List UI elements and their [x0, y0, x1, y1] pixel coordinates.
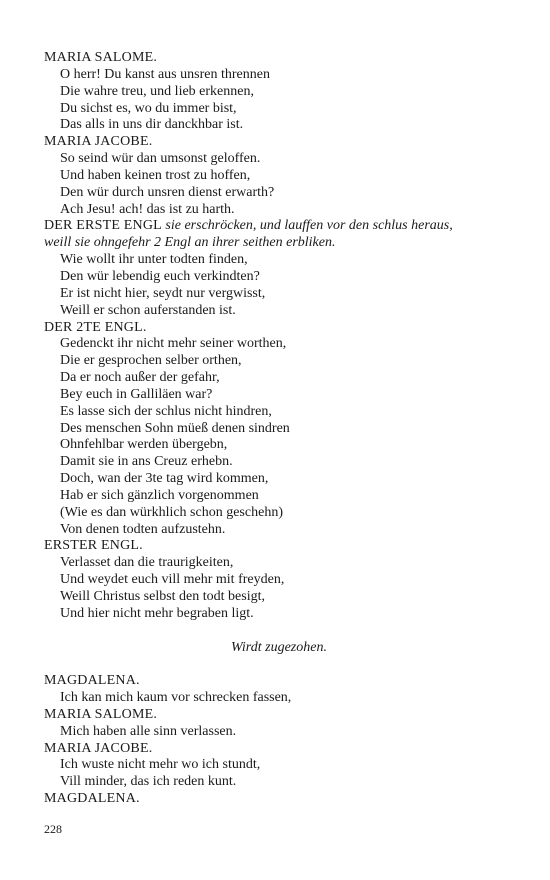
- verse-line: Mich haben alle sinn verlassen.: [60, 723, 237, 739]
- verse-line: Den wür durch unsren dienst erwarth?: [60, 184, 275, 200]
- verse-line: Weill er schon auferstanden ist.: [60, 302, 236, 318]
- verse-line: Da er noch außer der gefahr,: [60, 370, 220, 386]
- verse-line: Wie wollt ihr unter todten finden,: [60, 252, 248, 268]
- stage-direction: weill sie ohngefehr 2 Engl an ihrer seithen erbliken.: [44, 235, 336, 251]
- speaker-name: DER ERSTE ENGL: [44, 218, 162, 234]
- verse-line: Das alls in uns dir danckhbar ist.: [60, 117, 244, 133]
- verse-line: O herr! Du kanst aus unsren thrennen: [60, 66, 270, 82]
- speaker-name: MARIA SALOME.: [44, 706, 158, 722]
- speaker-name: DER 2TE ENGL.: [44, 319, 147, 335]
- stage-direction: sie erschröcken, und lauffen vor den schlus heraus,: [165, 218, 453, 234]
- verse-line: Er ist nicht hier, seydt nur vergwisst,: [60, 285, 266, 301]
- verse-line: Hab er sich gänzlich vorgenommen: [60, 487, 259, 503]
- verse-line: Des menschen Sohn müeß denen sindren: [60, 420, 290, 436]
- blank-line: [44, 656, 514, 673]
- verse-line: Bey euch in Galliläen war?: [60, 386, 213, 402]
- verse-line: Den wür lebendig euch verkindten?: [60, 268, 260, 284]
- verse-line: Die wahre treu, und lieb erkennen,: [60, 83, 254, 99]
- page-text: [44, 50, 514, 808]
- verse-line: Damit sie in ans Creuz erhebn.: [60, 454, 233, 470]
- verse-line: Verlasset dan die traurigkeiten,: [60, 555, 234, 571]
- speaker-with-stage-direction: [44, 218, 514, 235]
- stage-direction-centered: Wirdt zugezohen.: [231, 639, 327, 655]
- speaker-name: ERSTER ENGL.: [44, 538, 143, 554]
- verse-line: Von denen todten aufzustehn.: [60, 521, 226, 537]
- speaker-name: MARIA JACOBE.: [44, 740, 153, 756]
- verse-line: Die er gesprochen selber orthen,: [60, 353, 242, 369]
- verse-line: Ohnfehlbar werden übergebn,: [60, 437, 228, 453]
- verse-line: Und haben keinen trost zu hoffen,: [60, 167, 251, 183]
- verse-line: Weill Christus selbst den todt besigt,: [60, 589, 265, 604]
- blank-line: [44, 623, 514, 640]
- speaker-name: MAGDALENA.: [44, 673, 140, 689]
- page-number: 228: [44, 822, 62, 836]
- speaker-name: MARIA JACOBE.: [44, 134, 153, 150]
- verse-line: Doch, wan der 3te tag wird kommen,: [60, 471, 269, 487]
- verse-line: Vill minder, das ich reden kunt.: [60, 774, 237, 790]
- verse-line: Gedenckt ihr nicht mehr seiner worthen,: [60, 336, 287, 352]
- verse-line: Ich kan mich kaum vor schrecken fassen,: [60, 690, 292, 706]
- verse-line: Und hier nicht mehr begraben ligt.: [60, 605, 254, 621]
- verse-line: Ach Jesu! ach! das ist zu harth.: [60, 201, 235, 217]
- verse-line: (Wie es dan würkhlich schon geschehn): [60, 504, 283, 520]
- verse-line: So seind wür dan umsonst geloffen.: [60, 151, 261, 167]
- verse-line: Du sichst es, wo du immer bist,: [60, 100, 237, 116]
- verse-line: Es lasse sich der schlus nicht hindren,: [60, 403, 272, 419]
- speaker-name: MARIA SALOME.: [44, 50, 158, 65]
- verse-line: Ich wuste nicht mehr wo ich stundt,: [60, 757, 261, 773]
- verse-line: Und weydet euch vill mehr mit freyden,: [60, 572, 285, 588]
- speaker-name: MAGDALENA.: [44, 791, 140, 807]
